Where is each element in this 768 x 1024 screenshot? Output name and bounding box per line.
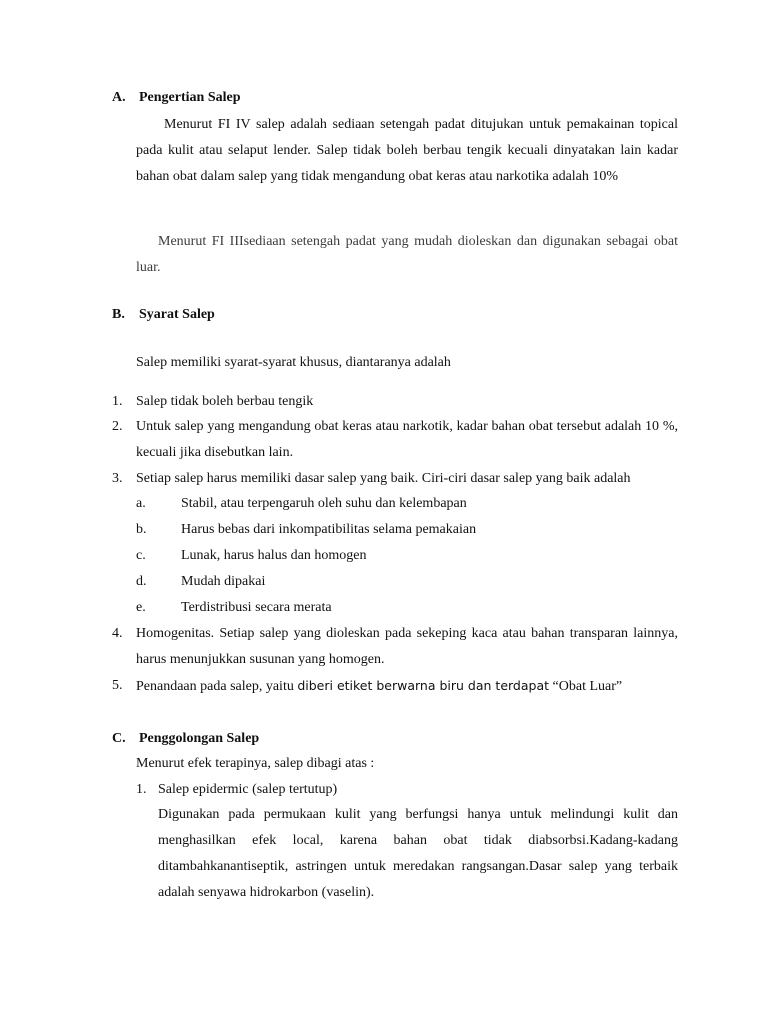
sub-list-letter: a. — [136, 496, 146, 511]
section-c-item-1-description: Digunakan pada permukaan kulit yang berfungsi hanya untuk melindungi kulit dan menghasilkan efek local, karena bahan obat tidak diabsorbsi.Kadang-kadang ditambahkanantiseptik, astringen untuk meredakan rangsangan.Dasar salep yang terbaik adalah senyawa hidrokarbon (vaselin). — [158, 807, 678, 900]
sub-list-text: Harus bebas dari inkompatibilitas selama pemakaian — [181, 522, 477, 537]
list-item-text: Setiap salep harus memiliki dasar salep yang baik. Ciri-ciri dasar salep yang baik adalah — [136, 471, 631, 486]
sub-list-text: Terdistribusi secara merata — [181, 600, 332, 615]
sub-list-text: Lunak, harus halus dan homogen — [181, 548, 367, 563]
list-item-text — [136, 673, 678, 700]
list-item-number: 1. — [136, 782, 147, 797]
list-item-number: 1. — [112, 394, 123, 409]
list-item-number: 5. — [112, 678, 123, 693]
list-item — [112, 621, 678, 673]
section-a-paragraph-2: Menurut FI IIIsediaan setengah padat yang mudah dioleskan dan digunakan sebagai obat luar. — [136, 234, 678, 275]
section-b-label: B. — [112, 307, 125, 322]
list-item-text-part: “Obat Luar” — [549, 679, 623, 694]
list-item-text: Salep tidak boleh berbau tengik — [136, 394, 314, 409]
sub-list-item — [136, 595, 332, 621]
section-b-intro: Salep memiliki syarat-syarat khusus, diantaranya adalah — [136, 355, 451, 370]
section-a-label: A. — [112, 90, 126, 105]
section-b-title: Syarat Salep — [139, 307, 215, 322]
list-item — [112, 389, 678, 415]
list-item-text: Homogenitas. Setiap salep yang dioleskan pada sekeping kaca atau bahan transparan lainnya, harus menunjukkan susunan yang homogen. — [136, 626, 678, 667]
list-item — [112, 414, 678, 466]
section-c-intro: Menurut efek terapinya, salep dibagi atas : — [136, 756, 375, 771]
sub-list-text: Stabil, atau terpengaruh oleh suhu dan kelembapan — [181, 496, 467, 511]
list-item-text: Untuk salep yang mengandung obat keras atau narkotik, kadar bahan obat tersebut adalah 10 %, kecuali jika disebutkan lain. — [136, 419, 678, 460]
list-item-title: Salep epidermic (salep tertutup) — [158, 782, 338, 797]
list-item-number: 4. — [112, 626, 123, 641]
section-c-label: C. — [112, 731, 126, 746]
sub-list-item — [136, 569, 265, 595]
sub-list-letter: b. — [136, 522, 147, 537]
list-item-number: 3. — [112, 471, 123, 486]
sub-list-letter: d. — [136, 574, 147, 589]
list-item — [112, 673, 678, 700]
list-item — [136, 777, 338, 803]
sub-list-item — [136, 491, 467, 517]
sub-list-text: Mudah dipakai — [181, 574, 266, 589]
list-item — [112, 466, 678, 492]
sub-list-item — [136, 543, 366, 569]
section-b-heading — [112, 307, 215, 323]
sub-list-letter: c. — [136, 548, 146, 563]
section-a-title: Pengertian Salep — [139, 90, 241, 105]
section-a-paragraph-1: Menurut FI IV salep adalah sediaan setengah padat ditujukan untuk pemakainan topical pada kulit atau selaput lender. Salep tidak boleh berbau tengik kecuali dinyatakan lain kadar bahan obat dalam salep yang tidak mengandung obat keras atau narkotika adalah 10% — [136, 117, 678, 184]
list-item-text-part: Penandaan pada salep, yaitu — [136, 679, 298, 694]
sub-list-item — [136, 517, 476, 543]
sub-list-letter: e. — [136, 600, 146, 615]
list-item-text-part: diberi etiket berwarna biru dan terdapat — [297, 678, 550, 693]
section-a-heading — [112, 90, 241, 106]
list-item-number: 2. — [112, 419, 123, 434]
section-c-title: Penggolongan Salep — [139, 731, 260, 746]
section-c-heading — [112, 731, 259, 747]
